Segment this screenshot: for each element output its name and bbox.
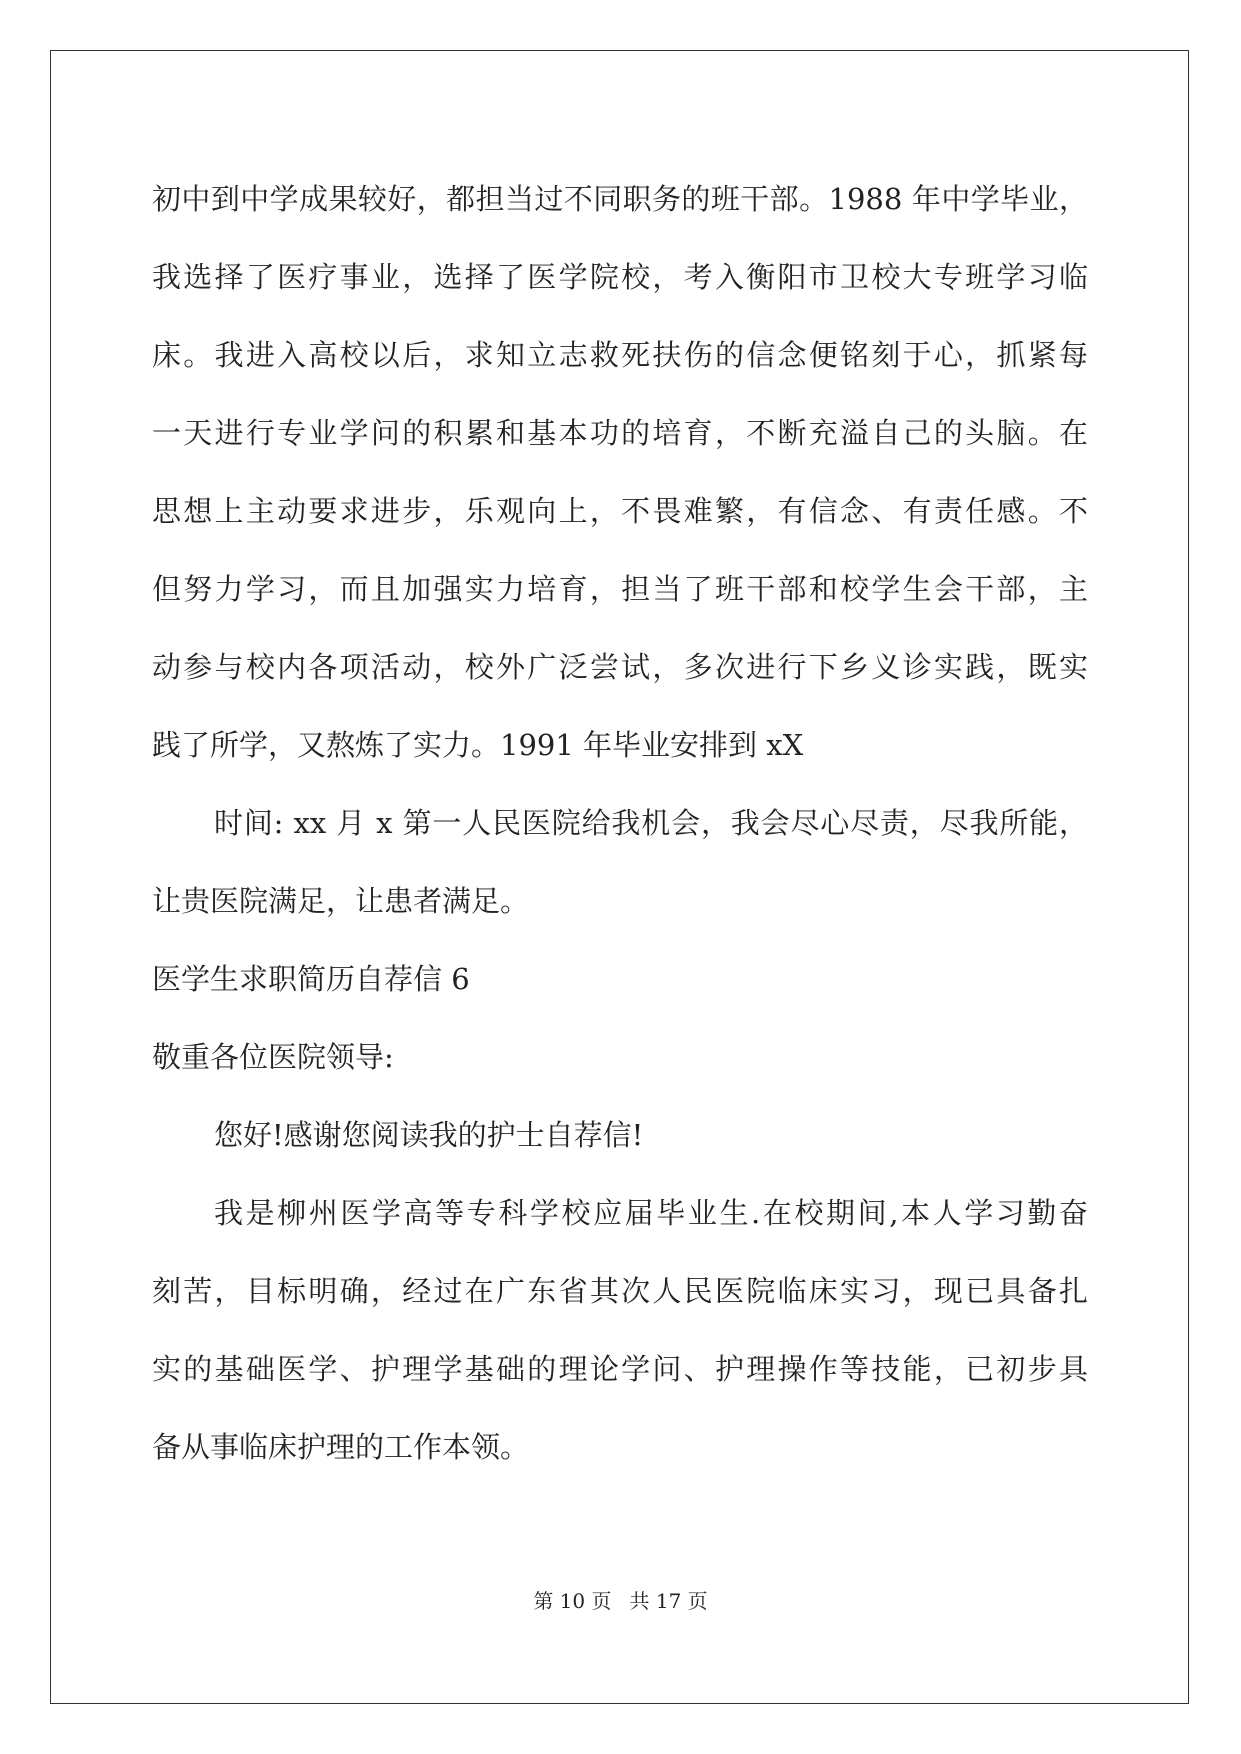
paragraph-line: 但努力学习，而且加强实力培育，担当了班干部和校学生会干部，主 <box>152 572 1088 606</box>
page-total: 共 17 页 <box>629 1589 708 1613</box>
salutation: 敬重各位医院领导: <box>152 1040 394 1074</box>
paragraph-line: 您好!感谢您阅读我的护士自荐信! <box>214 1118 644 1152</box>
page-footer <box>0 1585 1241 1614</box>
paragraph-line: 思想上主动要求进步，乐观向上，不畏难繁，有信念、有责任感。不 <box>152 494 1088 528</box>
paragraph-line: 备从事临床护理的工作本领。 <box>152 1430 530 1464</box>
paragraph-line: 床。我进入高校以后，求知立志救死扶伤的信念便铭刻于心，抓紧每 <box>152 338 1088 372</box>
paragraph-line: 动参与校内各项活动，校外广泛尝试，多次进行下乡义诊实践，既实 <box>152 650 1088 684</box>
paragraph-line: 践了所学，又熬炼了实力。1991 年毕业安排到 xX <box>152 728 804 762</box>
paragraph-line: 让贵医院满足，让患者满足。 <box>152 884 530 918</box>
paragraph-line: 刻苦，目标明确，经过在广东省其次人民医院临床实习，现已具备扎 <box>152 1274 1088 1308</box>
paragraph-line: 时间: xx 月 x 第一人民医院给我机会，我会尽心尽责，尽我所能， <box>214 806 1088 840</box>
page-number: 第 10 页 <box>533 1589 612 1613</box>
paragraph-line: 我选择了医疗事业，选择了医学院校，考入衡阳市卫校大专班学习临 <box>152 260 1088 294</box>
paragraph-line: 我是柳州医学高等专科学校应届毕业生.在校期间,本人学习勤奋 <box>214 1196 1088 1230</box>
paragraph-line: 初中到中学成果较好，都担当过不同职务的班干部。1988 年中学毕业， <box>152 182 1088 216</box>
document-body <box>152 160 1088 1486</box>
paragraph-line: 实的基础医学、护理学基础的理论学问、护理操作等技能，已初步具 <box>152 1352 1088 1386</box>
section-heading: 医学生求职简历自荐信 6 <box>152 962 470 996</box>
paragraph-line: 一天进行专业学问的积累和基本功的培育，不断充溢自己的头脑。在 <box>152 416 1088 450</box>
